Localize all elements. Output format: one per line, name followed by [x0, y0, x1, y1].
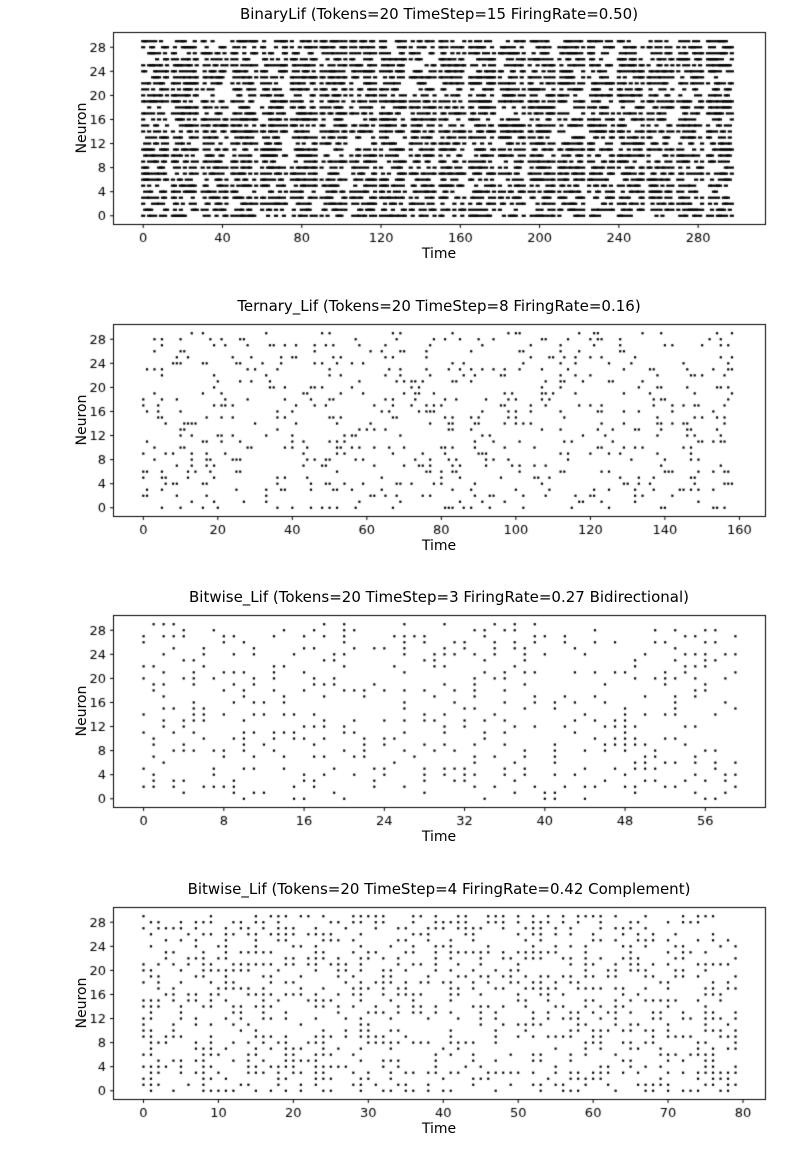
y-axis-label: Neuron	[74, 394, 90, 445]
plot-title: Bitwise_Lif (Tokens=20 TimeStep=3 FiringRate=0.27 Bidirectional)	[188, 588, 689, 606]
x-axis-label: Time	[421, 246, 457, 262]
y-axis-label: Neuron	[74, 102, 90, 154]
subplot-bitwise-lif-bidirectional	[0, 583, 793, 875]
plot-title: Bitwise_Lif (Tokens=20 TimeStep=4 FiringRate=0.42 Complement)	[187, 879, 691, 898]
plot-title: Ternary_Lif (Tokens=20 TimeStep=8 FiringRate=0.16)	[237, 296, 641, 315]
x-axis-label: Time	[421, 537, 457, 554]
y-axis-label: Neuron	[74, 977, 90, 1028]
y-axis-label: Neuron	[74, 685, 90, 737]
plot-title: BinaryLif (Tokens=20 TimeStep=15 FiringRate=0.50)	[239, 5, 639, 23]
x-axis-label: Time	[421, 829, 457, 845]
subplot-bitwise-lif-complement	[0, 875, 793, 1166]
subplot-binary-lif	[0, 0, 793, 292]
x-axis-label: Time	[421, 1120, 457, 1137]
subplot-ternary-lif	[0, 292, 793, 584]
